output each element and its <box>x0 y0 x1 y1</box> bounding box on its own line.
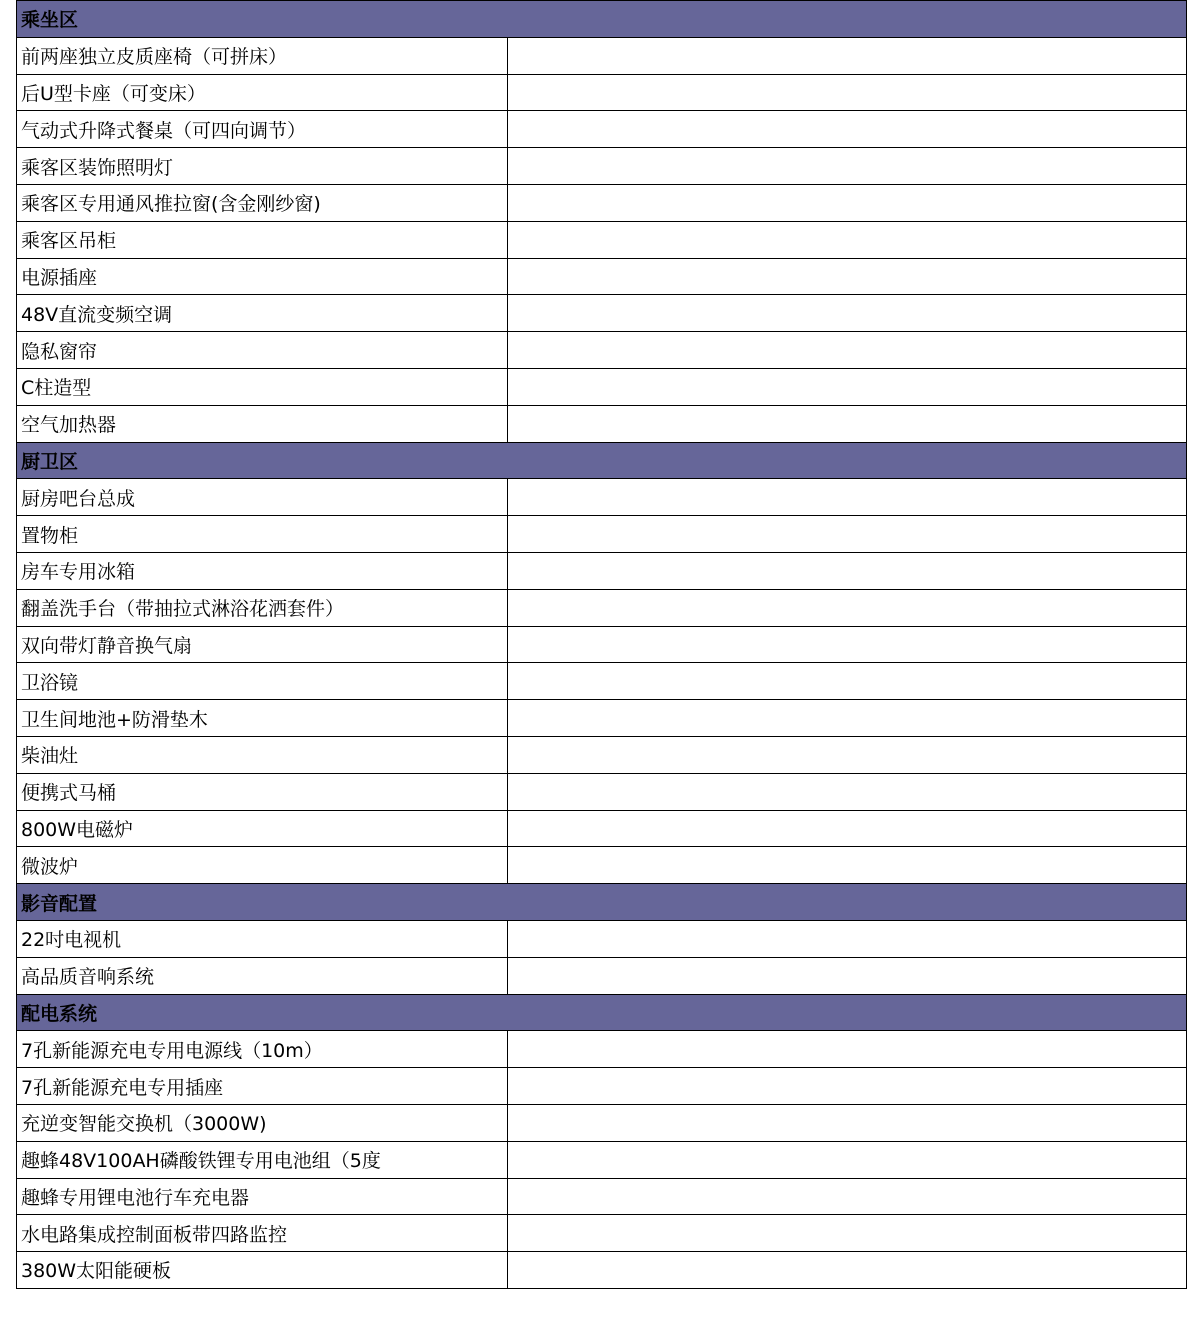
item-name-cell[interactable]: 气动式升降式餐桌（可四向调节） <box>17 111 508 148</box>
table-row <box>17 221 1187 258</box>
item-value-cell[interactable] <box>508 1215 1187 1252</box>
table-row <box>17 479 1187 516</box>
item-value-cell[interactable] <box>508 1252 1187 1289</box>
item-value-cell[interactable] <box>508 810 1187 847</box>
table-row <box>17 626 1187 663</box>
item-name-cell[interactable]: 微波炉 <box>17 847 508 884</box>
item-value-cell[interactable] <box>508 111 1187 148</box>
item-value-cell[interactable] <box>508 773 1187 810</box>
table-row <box>17 957 1187 994</box>
item-value-cell[interactable] <box>508 184 1187 221</box>
item-value-cell[interactable] <box>508 479 1187 516</box>
item-name-cell[interactable]: 水电路集成控制面板带四路监控 <box>17 1215 508 1252</box>
section-header-row <box>17 994 1187 1031</box>
item-name-cell[interactable]: 乘客区专用通风推拉窗(含金刚纱窗) <box>17 184 508 221</box>
table-row <box>17 810 1187 847</box>
table-row <box>17 847 1187 884</box>
section-title-cell[interactable]: 厨卫区 <box>17 442 1187 479</box>
table-row <box>17 1104 1187 1141</box>
item-name-cell[interactable]: 房车专用冰箱 <box>17 552 508 589</box>
table-row <box>17 700 1187 737</box>
item-name-cell[interactable]: 22吋电视机 <box>17 920 508 957</box>
item-value-cell[interactable] <box>508 1178 1187 1215</box>
item-value-cell[interactable] <box>508 405 1187 442</box>
item-name-cell[interactable]: 空气加热器 <box>17 405 508 442</box>
table-row <box>17 332 1187 369</box>
item-name-cell[interactable]: 乘客区装饰照明灯 <box>17 148 508 185</box>
item-name-cell[interactable]: 柴油灶 <box>17 736 508 773</box>
table-row <box>17 552 1187 589</box>
table-row <box>17 736 1187 773</box>
table-row <box>17 1252 1187 1289</box>
table-row <box>17 663 1187 700</box>
item-name-cell[interactable]: 800W电磁炉 <box>17 810 508 847</box>
item-value-cell[interactable] <box>508 258 1187 295</box>
item-name-cell[interactable]: 趣蜂专用锂电池行车充电器 <box>17 1178 508 1215</box>
item-value-cell[interactable] <box>508 957 1187 994</box>
item-value-cell[interactable] <box>508 1141 1187 1178</box>
item-value-cell[interactable] <box>508 1068 1187 1105</box>
item-name-cell[interactable]: 高品质音响系统 <box>17 957 508 994</box>
table-row <box>17 1068 1187 1105</box>
item-name-cell[interactable]: 48V直流变频空调 <box>17 295 508 332</box>
item-name-cell[interactable]: 卫生间地池+防滑垫木 <box>17 700 508 737</box>
section-title-cell[interactable]: 影音配置 <box>17 884 1187 921</box>
item-value-cell[interactable] <box>508 1104 1187 1141</box>
item-value-cell[interactable] <box>508 589 1187 626</box>
item-value-cell[interactable] <box>508 847 1187 884</box>
item-value-cell[interactable] <box>508 148 1187 185</box>
item-value-cell[interactable] <box>508 552 1187 589</box>
item-value-cell[interactable] <box>508 295 1187 332</box>
item-name-cell[interactable]: 380W太阳能硬板 <box>17 1252 508 1289</box>
item-name-cell[interactable]: 趣蜂48V100AH磷酸铁锂专用电池组（5度 <box>17 1141 508 1178</box>
item-value-cell[interactable] <box>508 920 1187 957</box>
item-name-cell[interactable]: 后U型卡座（可变床） <box>17 74 508 111</box>
spreadsheet <box>16 0 1186 1289</box>
table-row <box>17 37 1187 74</box>
item-name-cell[interactable]: 便携式马桶 <box>17 773 508 810</box>
table-row <box>17 1178 1187 1215</box>
item-name-cell[interactable]: 卫浴镜 <box>17 663 508 700</box>
item-value-cell[interactable] <box>508 37 1187 74</box>
item-value-cell[interactable] <box>508 663 1187 700</box>
table-row <box>17 184 1187 221</box>
item-value-cell[interactable] <box>508 332 1187 369</box>
table-row <box>17 1141 1187 1178</box>
item-name-cell[interactable]: C柱造型 <box>17 368 508 405</box>
equipment-table-body <box>17 1 1187 1289</box>
item-name-cell[interactable]: 前两座独立皮质座椅（可拼床） <box>17 37 508 74</box>
item-value-cell[interactable] <box>508 368 1187 405</box>
item-name-cell[interactable]: 乘客区吊柜 <box>17 221 508 258</box>
item-name-cell[interactable]: 置物柜 <box>17 516 508 553</box>
item-value-cell[interactable] <box>508 516 1187 553</box>
item-name-cell[interactable]: 7孔新能源充电专用插座 <box>17 1068 508 1105</box>
table-row <box>17 516 1187 553</box>
table-row <box>17 148 1187 185</box>
section-header-row <box>17 1 1187 38</box>
item-value-cell[interactable] <box>508 736 1187 773</box>
table-row <box>17 111 1187 148</box>
item-value-cell[interactable] <box>508 221 1187 258</box>
equipment-table <box>16 0 1187 1289</box>
item-name-cell[interactable]: 厨房吧台总成 <box>17 479 508 516</box>
item-name-cell[interactable]: 电源插座 <box>17 258 508 295</box>
table-row <box>17 258 1187 295</box>
table-row <box>17 589 1187 626</box>
section-title-cell[interactable]: 配电系统 <box>17 994 1187 1031</box>
table-row <box>17 405 1187 442</box>
table-row <box>17 1215 1187 1252</box>
table-row <box>17 368 1187 405</box>
section-header-row <box>17 442 1187 479</box>
item-name-cell[interactable]: 充逆变智能交换机（3000W) <box>17 1104 508 1141</box>
item-value-cell[interactable] <box>508 74 1187 111</box>
item-value-cell[interactable] <box>508 700 1187 737</box>
table-row <box>17 773 1187 810</box>
item-name-cell[interactable]: 翻盖洗手台（带抽拉式淋浴花洒套件） <box>17 589 508 626</box>
section-title-cell[interactable]: 乘坐区 <box>17 1 1187 38</box>
table-row <box>17 295 1187 332</box>
item-value-cell[interactable] <box>508 626 1187 663</box>
item-value-cell[interactable] <box>508 1031 1187 1068</box>
table-row <box>17 1031 1187 1068</box>
item-name-cell[interactable]: 7孔新能源充电专用电源线（10m） <box>17 1031 508 1068</box>
item-name-cell[interactable]: 隐私窗帘 <box>17 332 508 369</box>
table-row <box>17 74 1187 111</box>
item-name-cell[interactable]: 双向带灯静音换气扇 <box>17 626 508 663</box>
section-header-row <box>17 884 1187 921</box>
table-row <box>17 920 1187 957</box>
